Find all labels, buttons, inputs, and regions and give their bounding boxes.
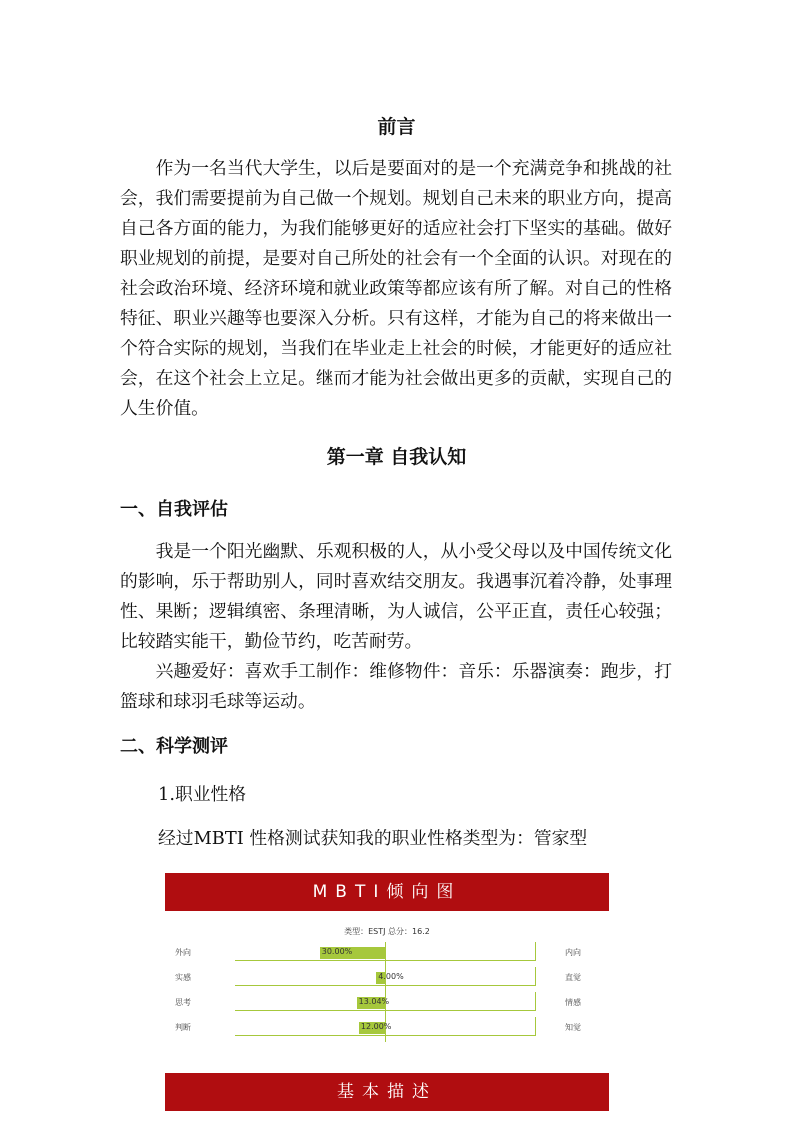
- chart-category-label: 实感: [175, 973, 191, 982]
- chart-track-right: [386, 992, 536, 1011]
- chart-opposite-label: 内向: [565, 948, 581, 957]
- chart-category-label: 判断: [175, 1023, 191, 1032]
- chart-track-right: [386, 967, 536, 986]
- chart-opposite-label: 知觉: [565, 1023, 581, 1032]
- preface-body: 作为一名当代大学生，以后是要面对的是一个充满竞争和挑战的社会，我们需要提前为自己做一个规划。规划自己未来的职业方向，提高自己各方面的能力，为我们能够更好的适应社会打下坚实的基础。做好职业规划的前提，是要对自己所处的社会有一个全面的认识。对现在的社会政治环境、经济环境和就业政策等都应该有所了解。对自己的性格特征、职业兴趣等也要深入分析。只有这样，才能为自己的将来做出一个符合实际的规划，当我们在毕业走上社会的时候，才能更好的适应社会，在这个社会上立足。继而才能为社会做出更多的贡献，实现自己的人生价值。: [120, 158, 672, 419]
- chart-bar-value-label: 30.00%: [321, 947, 353, 956]
- chart-opposite-label: 情感: [565, 998, 581, 1007]
- mbti-result-line: 经过MBTI 性格测试获知我的职业性格类型为：管家型: [158, 828, 588, 849]
- chart-track-left: [235, 967, 385, 986]
- section-heading-scientific-test: 二、科学测评: [120, 736, 228, 757]
- preface-title: 前言: [377, 116, 416, 138]
- section-heading-self-assessment: 一、自我评估: [120, 499, 228, 520]
- chart-category-label: 思考: [175, 998, 191, 1007]
- hobbies-paragraph: 兴趣爱好：喜欢手工制作：维修物件：音乐：乐器演奏：跑步，打篮球和球羽毛球等运动。: [120, 661, 672, 712]
- chart-bar-value-label: 13.04%: [358, 997, 390, 1006]
- mbti-banner: MBTI倾向图: [165, 873, 609, 911]
- chart-category-label: 外向: [175, 948, 191, 957]
- chapter-title: 第一章 自我认知: [326, 446, 467, 468]
- mbti-chart: [165, 912, 609, 1042]
- item-career-personality: 1.职业性格: [158, 784, 247, 805]
- chart-bar-value-label: 4.00%: [378, 972, 404, 981]
- basic-description-banner: 基本描述: [165, 1073, 609, 1111]
- self-assessment-paragraph: 我是一个阳光幽默、乐观积极的人，从小受父母以及中国传统文化的影响，乐于帮助别人，同时喜欢结交朋友。我遇事沉着冷静，处事理性、果断；逻辑缜密、条理清晰，为人诚信，公平正直，责任心较强；比较踏实能干，勤俭节约，吃苦耐劳。: [120, 541, 672, 652]
- chart-track-right: [386, 942, 536, 961]
- chart-bar-value-label: 12.00%: [360, 1022, 392, 1031]
- chart-track-right: [386, 1017, 536, 1036]
- chart-opposite-label: 直觉: [565, 973, 581, 982]
- mbti-chart-subtitle: 类型：ESTJ 总分：16.2: [344, 927, 430, 936]
